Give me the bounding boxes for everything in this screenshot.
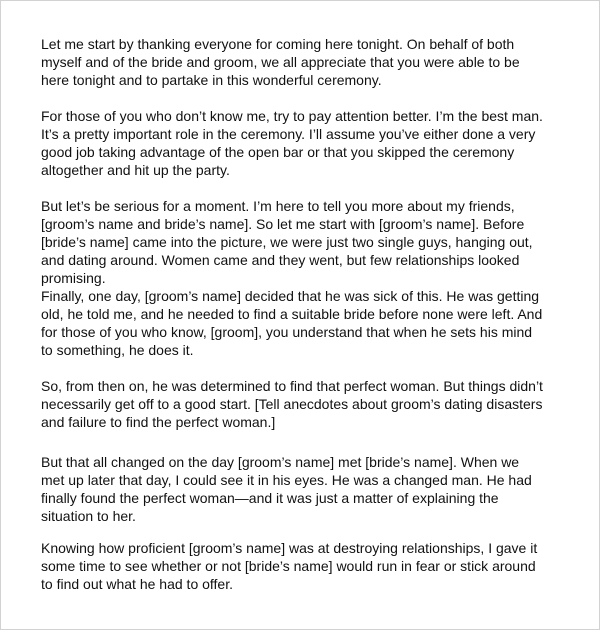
text-line: finally found the perfect woman—and it was just a matter of explaining the: [41, 490, 499, 506]
text-line: and failure to find the perfect woman.]: [41, 414, 276, 430]
text-line: So, from then on, he was determined to find that perfect woman. But things didn’t: [41, 378, 543, 394]
text-line: altogether and hit up the party.: [41, 162, 230, 178]
text-line: good job taking advantage of the open bar or that you skipped the ceremony: [41, 144, 515, 160]
paragraph-friends-intro: [41, 197, 559, 287]
text-line: old, he told me, and he needed to find a suitable bride before none were left. And: [41, 306, 543, 322]
text-line: and dating around. Women came and they went, but few relationships looked: [41, 252, 520, 268]
text-line: myself and of the bride and groom, we all appreciate that you were able to be: [41, 54, 520, 70]
text-line: Finally, one day, [groom’s name] decided that he was sick of this. He was getting: [41, 288, 540, 304]
text-line: promising.: [41, 270, 106, 286]
paragraph-grooms-decision: [41, 287, 559, 359]
text-line: some time to see whether or not [bride’s name] would run in fear or stick around: [41, 558, 536, 574]
text-line: [bride’s name] came into the picture, we were just two single guys, hanging out,: [41, 234, 533, 250]
text-line: to something, he does it.: [41, 342, 194, 358]
text-line: Let me start by thanking everyone for coming here tonight. On behalf of both: [41, 36, 515, 52]
paragraph-meeting-the-bride: [41, 453, 559, 525]
text-line: But that all changed on the day [groom’s name] met [bride’s name]. When we: [41, 454, 520, 470]
text-line: But let’s be serious for a moment. I’m here to tell you more about my friends,: [41, 198, 515, 214]
text-line: situation to her.: [41, 508, 136, 524]
text-line: Knowing how proficient [groom’s name] was at destroying relationships, I gave it: [41, 540, 538, 556]
text-line: necessarily get off to a good start. [Tell anecdotes about groom’s dating disasters: [41, 396, 543, 412]
text-line: to find out what he had to offer.: [41, 576, 233, 592]
paragraph-closing-test: [41, 539, 559, 593]
text-line: met up later that day, I could see it in his eyes. He was a changed man. He had: [41, 472, 532, 488]
paragraph-opening-thanks: [41, 35, 559, 89]
text-line: For those of you who don’t know me, try to pay attention better. I’m the best man.: [41, 108, 543, 124]
paragraph-dating-disasters: [41, 377, 559, 431]
text-line: for those of you who know, [groom], you understand that when he sets his mind: [41, 324, 533, 340]
text-line: [groom’s name and bride’s name]. So let me start with [groom’s name]. Before: [41, 216, 525, 232]
paragraph-best-man-intro: [41, 107, 559, 179]
text-line: here tonight and to partake in this wonderful ceremony.: [41, 72, 382, 88]
text-line: It’s a pretty important role in the ceremony. I’ll assume you’ve either done a very: [41, 126, 536, 142]
